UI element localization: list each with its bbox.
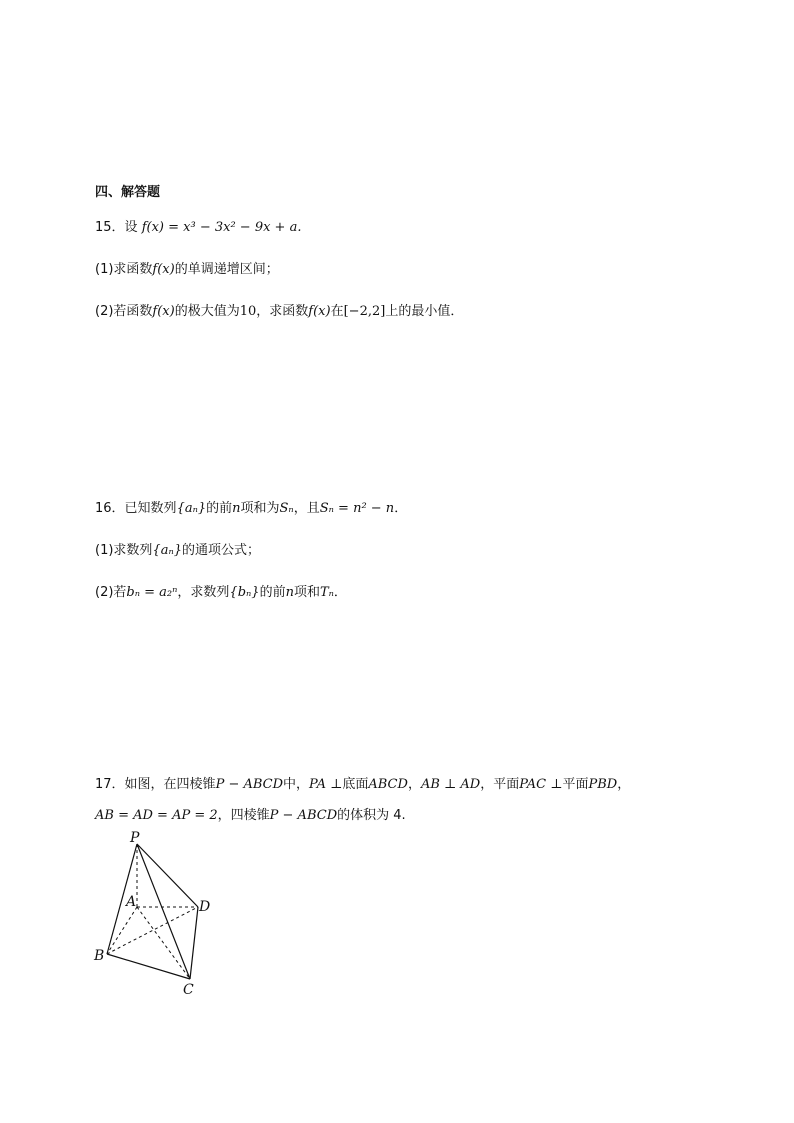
q15-part1: (1)求函数f(x)的单调递增区间； <box>95 262 279 277</box>
q15-part2: (2)若函数f(x)的极大值为10，求函数f(x)在[−2,2]上的最小值． <box>95 304 464 319</box>
edge-PD <box>137 844 198 907</box>
pyramid-figure <box>90 826 230 1001</box>
q15-statement: 15．设 f(x) = x³ − 3x² − 9x + a. <box>95 220 302 235</box>
q17-line1: 17．如图，在四棱锥P − ABCD中，PA ⊥底面ABCD，AB ⊥ AD，平面PAC ⊥平面PBD， <box>95 777 631 792</box>
q17-number: 17． <box>95 777 125 792</box>
edge-BC <box>107 954 190 979</box>
solid-edges <box>107 844 198 979</box>
edge-AB <box>107 907 137 954</box>
edge-PC <box>137 844 190 979</box>
q16-part2: (2)若bₙ = a₂ⁿ，求数列{bₙ}的前n项和Tₙ． <box>95 585 347 600</box>
q16-part1: (1)求数列{aₙ}的通项公式； <box>95 543 260 558</box>
edge-CD <box>190 907 198 979</box>
q15-number: 15． <box>95 220 125 235</box>
diag-AC <box>137 907 190 979</box>
label-D: D <box>199 899 211 915</box>
q17-line2: AB = AD = AP = 2，四棱锥P − ABCD的体积为 4. <box>95 808 406 823</box>
section-heading: 四、解答题 <box>95 185 161 200</box>
label-P: P <box>130 830 140 846</box>
q15-formula: f(x) = x³ − 3x² − 9x + a. <box>141 220 302 235</box>
q16-statement: 16．已知数列{aₙ}的前n项和为Sₙ，且Sₙ = n² − n． <box>95 501 408 516</box>
label-C: C <box>183 982 194 998</box>
q16-number: 16． <box>95 501 125 516</box>
dashed-edges <box>107 844 198 979</box>
label-A: A <box>126 894 137 910</box>
label-B: B <box>94 948 105 964</box>
diag-BD <box>107 907 198 954</box>
